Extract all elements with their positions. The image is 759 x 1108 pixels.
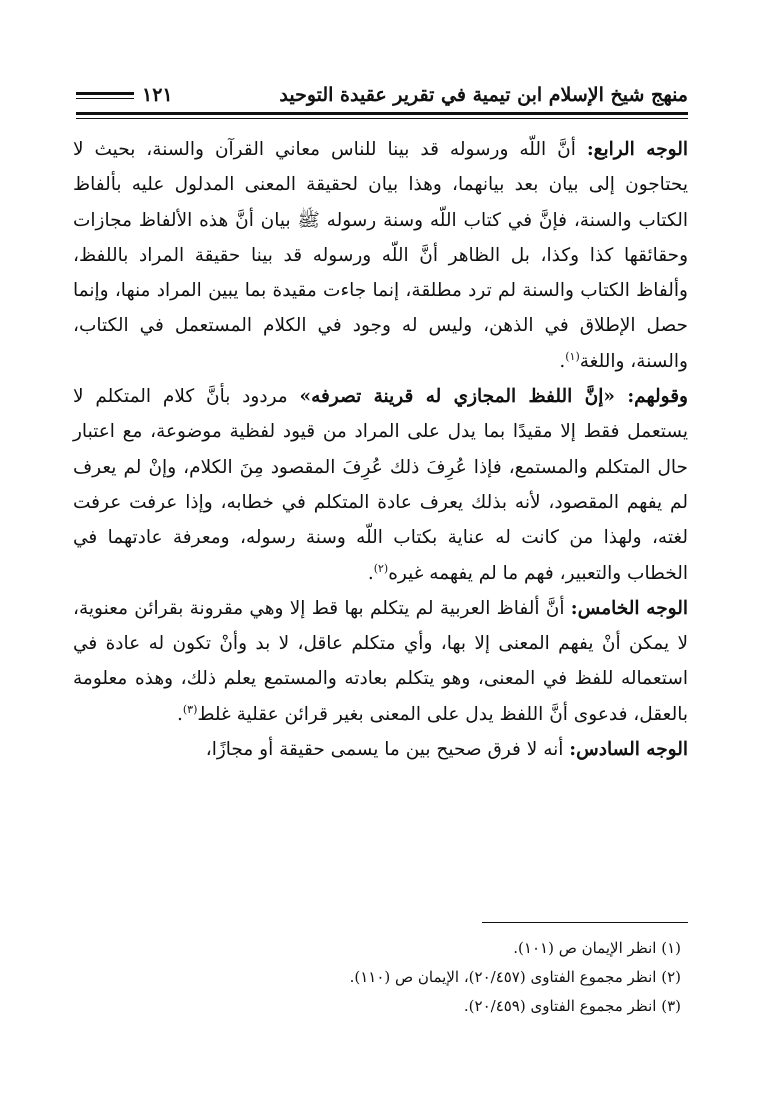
paragraph-their-saying	[73, 379, 688, 591]
footnote-separator	[482, 922, 688, 923]
paragraph-sixth-aspect	[73, 732, 688, 767]
paragraph-fifth-aspect	[73, 591, 688, 732]
footnote-3: (٣) انظر مجموع الفتاوى (٢٠/٤٥٩).	[463, 997, 681, 1015]
footnote-marker: (٢)	[373, 561, 389, 575]
paragraph-end: .	[176, 703, 183, 725]
paragraph-text: أنَّ ألفاظ العربية لم يتكلم بها قط إلا وهي مقرونة بقرائن معنوية، لا يمكن أنْ يفهم المعنى إلا بها، وأي متكلم عاقل، لا بد وأنْ تكون له عادة في استعماله للفظ في المعنى، وهو يتكلم بعادته والمستمع يعلم ذلك، وهذه معلومة بالعقل، فدعوى أنَّ اللفظ يدل على المعنى بغير قرائن عقلية غلط	[73, 597, 688, 725]
paragraph-heading: الوجه السادس:	[569, 739, 688, 761]
running-header	[76, 78, 688, 124]
header-title: منهج شيخ الإسلام ابن تيمية في تقرير عقيدة التوحيد	[279, 84, 688, 106]
page-number: ١٢١	[142, 84, 173, 106]
footnote-marker: (١)	[565, 349, 580, 363]
quoted-claim: «إنَّ اللفظ المجازي له قرينة تصرفه»	[299, 386, 615, 408]
page-number-rule-thick	[76, 92, 134, 95]
header-rule-thick	[76, 112, 688, 115]
paragraph-end: .	[367, 562, 374, 584]
paragraph-end: .	[559, 350, 566, 372]
footnotes	[81, 934, 681, 1021]
paragraph-text: مردود بأنَّ كلام المتكلم لا يستعمل فقط إلا مقيدًا بما يدل على المراد من قيود لفظية موضوعة، مع اعتبار حال المتكلم والمستمع، فإذا عُرِفَ ذلك عُرِفَ المقصود مِنَ الكلام، وإنْ لم يعرف لم يفهم المقصود، لأنه بذلك يعرف عادة المتكلم في خطابه، وإذا عرفت عرفت لغته، ولهذا من كانت له عناية بكتاب اللّه وسنة رسوله، ومعرفة عادتهما في الخطاب والتعبير، فهم ما لم يفهمه غيره	[73, 386, 688, 584]
page-number-rule-thin	[76, 98, 134, 99]
footnote-1: (١) انظر الإيمان ص (١٠١).	[513, 939, 681, 957]
footnote-2: (٢) انظر مجموع الفتاوى (٢٠/٤٥٧)، الإيمان ص (١١٠).	[349, 968, 681, 986]
main-text	[73, 132, 688, 767]
header-rule-thin	[76, 118, 688, 119]
footnote-marker: (٣)	[182, 702, 198, 716]
paragraph-heading: الوجه الرابع:	[586, 139, 689, 160]
paragraph-heading: وقولهم:	[614, 386, 688, 408]
paragraph-text: أنه لا فرق صحيح بين ما يسمى حقيقة أو مجازًا،	[205, 739, 570, 761]
paragraph-heading: الوجه الخامس:	[570, 597, 688, 619]
paragraph-text: أنَّ اللّه ورسوله قد بينا للناس معاني القرآن والسنة، بحيث لا يحتاجون إلى بيان بعد بيانهما، وهذا بيان لحقيقة المعنى المدلول عليه بألفاظ الكتاب والسنة، فإنَّ في كتاب اللّه وسنة رسوله ﷺ بيان أنَّ هذه الألفاظ مجازات وحقائقها كذا وكذا، بل الظاهر أنَّ اللّه ورسوله قد بينا حقيقة المراد باللفظ، وألفاظ الكتاب والسنة لم ترد مطلقة، إنما جاءت مقيدة بما يبين المراد منها، وإنما حصل الإطلاق في الذهن، وليس له وجود في الكلام المستعمل في الكتاب، والسنة، واللغة	[73, 139, 688, 372]
paragraph-fourth-aspect	[73, 132, 688, 379]
